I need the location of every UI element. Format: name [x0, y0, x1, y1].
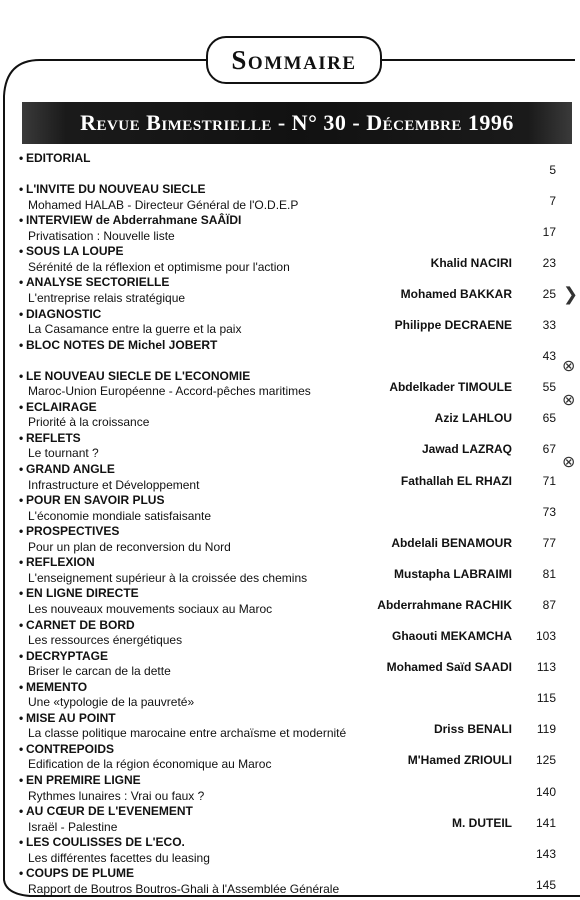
entry-subtitle: Pour un plan de reconversion du Nord — [28, 539, 231, 554]
entry-heading-text: MISE AU POINT — [26, 710, 116, 725]
entry-page-number: 71 — [542, 473, 556, 488]
entry-heading-text: COUPS DE PLUME — [26, 866, 135, 881]
entry-page-number: 113 — [536, 660, 556, 675]
toc-entry-detail — [0, 162, 580, 182]
entry-heading-text: EDITORIAL — [26, 151, 91, 165]
bullet-icon: • — [19, 306, 24, 321]
entry-heading — [19, 772, 141, 788]
bullet-icon: • — [19, 710, 24, 725]
circled-x-mark-icon: ⊗ — [562, 390, 576, 409]
entry-heading — [19, 523, 119, 539]
entry-author: Driss BENALI — [433, 722, 512, 737]
entry-heading-text: REFLETS — [26, 430, 81, 445]
toc-entry-detail — [0, 411, 580, 430]
entry-page-number: 140 — [535, 784, 556, 799]
toc-entry — [0, 181, 580, 197]
entry-page-number: 115 — [536, 691, 556, 706]
entry-subtitle: Israël - Palestine — [28, 819, 118, 834]
bullet-icon: • — [19, 524, 24, 539]
entry-heading-text: EN PREMIRE LIGNE — [26, 773, 141, 787]
bullet-icon: • — [19, 213, 24, 228]
bullet-icon: • — [19, 462, 24, 476]
toc-entry-detail — [0, 535, 580, 555]
entry-subtitle: Maroc-Union Européenne - Accord-pêches maritimes — [28, 384, 311, 399]
entry-author: Khalid NACIRI — [430, 255, 512, 270]
toc-entry-detail — [0, 877, 580, 897]
entry-page-number: 73 — [542, 504, 556, 519]
entry-heading-text: EN LIGNE DIRECTE — [26, 586, 139, 601]
entry-subtitle: Privatisation : Nouvelle liste — [28, 228, 175, 243]
entry-subtitle: Sérénité de la réflexion et optimisme pour l'action — [28, 259, 290, 274]
entry-author: Philippe DECRAENE — [394, 318, 512, 332]
entry-heading-text: ECLAIRAGE — [26, 399, 97, 414]
toc-entry-detail — [0, 846, 580, 866]
entry-heading — [19, 461, 115, 477]
entry-heading — [19, 337, 217, 353]
entry-heading-text: MEMENTO — [26, 679, 88, 694]
toc-entry-detail — [0, 691, 580, 710]
entry-heading — [19, 181, 206, 197]
entry-heading — [19, 679, 87, 695]
entry-author: M'Hamed ZRIOULI — [407, 753, 512, 768]
toc-entry — [0, 337, 580, 353]
toc-entry-detail — [0, 349, 580, 368]
bullet-icon: • — [19, 182, 24, 197]
entry-heading-text: L'INVITE DU NOUVEAU SIECLE — [26, 182, 206, 197]
entry-subtitle: L'entreprise relais stratégique — [28, 290, 186, 305]
entry-heading — [19, 710, 116, 726]
entry-subtitle: Infrastructure et Développement — [28, 477, 200, 492]
entry-page-number: 125 — [535, 753, 556, 768]
entry-subtitle: La Casamance entre la guerre et la paix — [28, 322, 242, 336]
entry-author: Abdelali BENAMOUR — [391, 535, 512, 550]
entry-heading — [19, 834, 185, 850]
margin-mark-icon: ❯ — [563, 284, 579, 305]
bullet-icon: • — [19, 679, 24, 694]
entry-page-number: 103 — [535, 629, 556, 643]
toc-entry — [0, 772, 580, 788]
bullet-icon: • — [19, 430, 24, 445]
entry-heading — [19, 492, 164, 508]
entry-page-number: 77 — [542, 535, 556, 550]
toc-entry — [0, 150, 580, 166]
entry-subtitle: Les différentes facettes du leasing — [28, 850, 210, 865]
entry-subtitle: Le tournant ? — [28, 446, 99, 461]
entry-heading-text: INTERVIEW de Abderrahmane SAÂÏDI — [26, 213, 242, 228]
issue-banner-text: Revue Bimestrielle - N° 30 - Décembre 1996 — [80, 110, 514, 135]
entry-heading-text: CARNET DE BORD — [26, 617, 135, 632]
entry-heading — [19, 243, 124, 259]
entry-author: Jawad LAZRAQ — [421, 442, 512, 457]
entry-heading — [19, 399, 97, 415]
toc-entry-detail — [0, 380, 580, 399]
toc-entry-detail — [0, 815, 580, 835]
bullet-icon: • — [19, 648, 24, 663]
toc-entry-detail — [0, 255, 580, 275]
toc-entry-detail — [0, 660, 580, 679]
entry-heading — [19, 803, 193, 819]
toc-entry-detail — [0, 318, 580, 337]
bullet-icon: • — [19, 337, 24, 352]
toc-entry-detail — [0, 597, 580, 617]
entry-heading — [19, 648, 108, 664]
entry-author: Abdelkader TIMOULE — [389, 380, 512, 395]
entry-subtitle: Rythmes lunaires : Vrai ou faux ? — [28, 788, 205, 803]
entry-page-number: 33 — [542, 318, 556, 332]
toc-entry — [0, 834, 580, 850]
entry-heading — [19, 306, 101, 322]
entry-page-number: 25 — [542, 286, 556, 301]
entry-heading-text: CONTREPOIDS — [26, 741, 115, 756]
entry-author: Mustapha LABRAIMI — [394, 566, 512, 581]
bullet-icon: • — [19, 368, 24, 383]
bullet-icon: • — [19, 617, 24, 632]
entry-page-number: 145 — [535, 877, 556, 892]
bullet-icon: • — [19, 275, 24, 290]
page-title: Sommaire — [231, 44, 357, 75]
entry-heading-text: DECRYPTAGE — [26, 648, 109, 663]
entry-page-number: 81 — [542, 566, 556, 581]
bullet-icon: • — [19, 835, 24, 850]
entry-author: Mohamed BAKKAR — [400, 286, 512, 301]
toc-entry-detail — [0, 224, 580, 244]
entry-heading-text: BLOC NOTES DE Michel JOBERT — [26, 337, 218, 352]
entry-author: Aziz LAHLOU — [434, 411, 512, 426]
entry-page-number: 143 — [535, 846, 556, 861]
entry-heading — [19, 212, 241, 228]
toc-entry-detail — [0, 504, 580, 524]
toc-entry-detail — [0, 286, 580, 306]
toc-entry-detail — [0, 193, 580, 213]
entry-page-number: 119 — [536, 722, 556, 737]
bullet-icon: • — [19, 773, 24, 787]
entry-page-number: 141 — [535, 815, 556, 830]
toc-entry — [0, 492, 580, 508]
entry-subtitle: Une «typologie de la pauvreté» — [28, 695, 195, 710]
bullet-icon: • — [19, 244, 24, 259]
toc-entry-detail — [0, 473, 580, 493]
bullet-icon: • — [19, 586, 24, 601]
entry-subtitle: L'enseignement supérieur à la croissée des chemins — [28, 570, 308, 585]
entry-page-number: 43 — [542, 349, 556, 364]
entry-subtitle: Rapport de Boutros Boutros-Ghali à l'Assemblée Générale — [28, 881, 340, 896]
entry-page-number: 65 — [542, 411, 556, 426]
bullet-icon: • — [19, 741, 24, 756]
bullet-icon: • — [19, 555, 24, 570]
entry-subtitle: Les ressources énergétiques — [28, 633, 183, 647]
entry-subtitle: Mohamed HALAB - Directeur Général de l'O.D.E.P — [28, 197, 299, 212]
toc-entry — [0, 865, 580, 881]
entry-subtitle: L'économie mondiale satisfaisante — [28, 508, 212, 523]
entry-heading-text: ANALYSE SECTORIELLE — [26, 275, 170, 290]
entry-author: M. DUTEIL — [452, 815, 512, 830]
entry-heading-text: DIAGNOSTIC — [26, 306, 102, 321]
toc-entry — [0, 679, 580, 695]
toc-entry — [0, 212, 580, 228]
entry-page-number: 55 — [542, 380, 556, 395]
entry-subtitle: Edification de la région économique au Maroc — [28, 757, 272, 772]
entry-subtitle: Les nouveaux mouvements sociaux au Maroc — [28, 601, 273, 616]
circled-x-mark-icon: ⊗ — [562, 356, 576, 375]
toc-entry-detail — [0, 753, 580, 772]
entry-heading — [19, 865, 134, 881]
toc-entry-detail — [0, 784, 580, 804]
entry-heading-text: SOUS LA LOUPE — [26, 244, 124, 259]
entry-page-number: 17 — [542, 224, 556, 239]
entry-page-number: 67 — [542, 442, 556, 457]
entry-heading — [19, 274, 169, 290]
entry-heading-text: LES COULISSES DE L'ECO. — [26, 835, 185, 850]
bullet-icon: • — [19, 399, 24, 414]
entry-heading-text: GRAND ANGLE — [26, 462, 115, 476]
entry-author: Fathallah EL RHAZI — [400, 473, 512, 488]
entry-heading-text: LE NOUVEAU SIECLE DE L'ECONOMIE — [26, 368, 251, 383]
entry-author: Mohamed Saïd SAADI — [386, 660, 512, 675]
entry-heading — [19, 430, 81, 446]
entry-heading-text: PROSPECTIVES — [26, 524, 120, 539]
circled-x-mark-icon: ⊗ — [562, 452, 576, 471]
entry-heading — [19, 368, 250, 384]
entry-subtitle: Priorité à la croissance — [28, 415, 150, 430]
bullet-icon: • — [19, 493, 24, 508]
bullet-icon: • — [19, 866, 24, 881]
entry-heading — [19, 741, 114, 757]
entry-heading — [19, 617, 135, 633]
entry-heading-text: REFLEXION — [26, 555, 95, 570]
toc-entry-detail — [0, 566, 580, 586]
toc-entry-detail — [0, 629, 580, 648]
entry-subtitle: Briser le carcan de la dette — [28, 664, 171, 679]
entry-heading — [19, 554, 95, 570]
entry-heading-text: POUR EN SAVOIR PLUS — [26, 493, 165, 508]
entry-author: Abderrahmane RACHIK — [377, 597, 512, 612]
entry-heading-text: AU CŒUR DE L'EVENEMENT — [26, 804, 193, 819]
entry-heading — [19, 150, 90, 166]
entry-page-number: 7 — [549, 193, 556, 208]
bullet-icon: • — [19, 804, 24, 819]
entry-subtitle: La classe politique marocaine entre archaïsme et modernité — [28, 726, 347, 741]
bullet-icon: • — [19, 151, 24, 165]
toc-entry-detail — [0, 442, 580, 461]
entry-page-number: 5 — [549, 162, 556, 177]
entry-page-number: 87 — [542, 597, 556, 612]
entry-author: Ghaouti MEKAMCHA — [392, 629, 512, 643]
entry-heading — [19, 585, 139, 601]
entry-page-number: 23 — [542, 255, 556, 270]
toc-entry-detail — [0, 722, 580, 741]
